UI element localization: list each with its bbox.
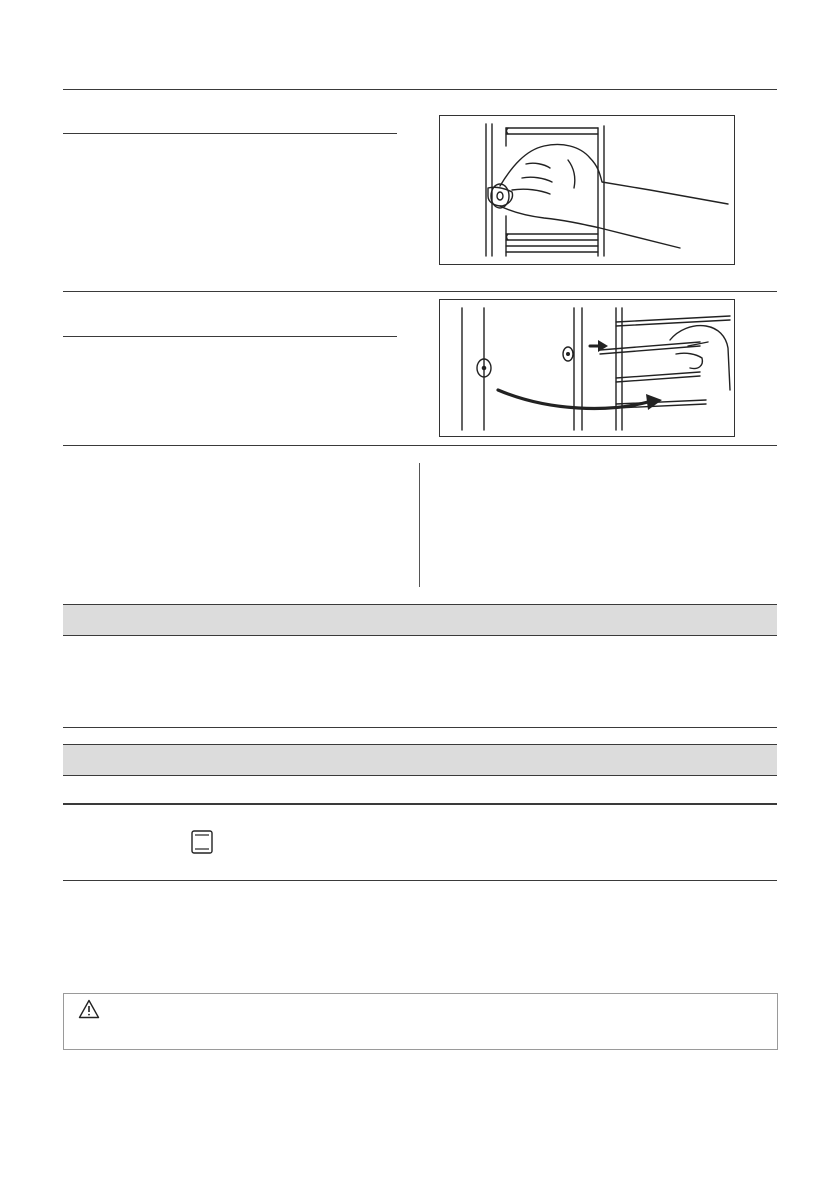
warning-triangle-icon: [78, 999, 100, 1019]
shelf-removal-figure: [439, 115, 735, 265]
section-top-rule: [63, 89, 777, 90]
step-1-heading-rule: [63, 133, 397, 134]
table-header-band: [63, 744, 777, 776]
column-divider: [419, 463, 420, 587]
section-divider-2: [63, 445, 777, 446]
shelf-installation-figure: [439, 299, 735, 437]
warning-box: [63, 993, 778, 1050]
step-2-heading-rule: [63, 336, 397, 337]
table-header-rule: [63, 803, 777, 805]
section-divider-1: [63, 291, 777, 292]
table-bottom-rule: [63, 880, 777, 881]
oven-icon: [191, 830, 213, 854]
section-divider-3: [63, 727, 777, 728]
section-header-band-1: [63, 604, 777, 636]
hand-removing-shelf-support-illustration: [440, 116, 734, 264]
shelf-support-installation-illustration: [440, 300, 734, 436]
